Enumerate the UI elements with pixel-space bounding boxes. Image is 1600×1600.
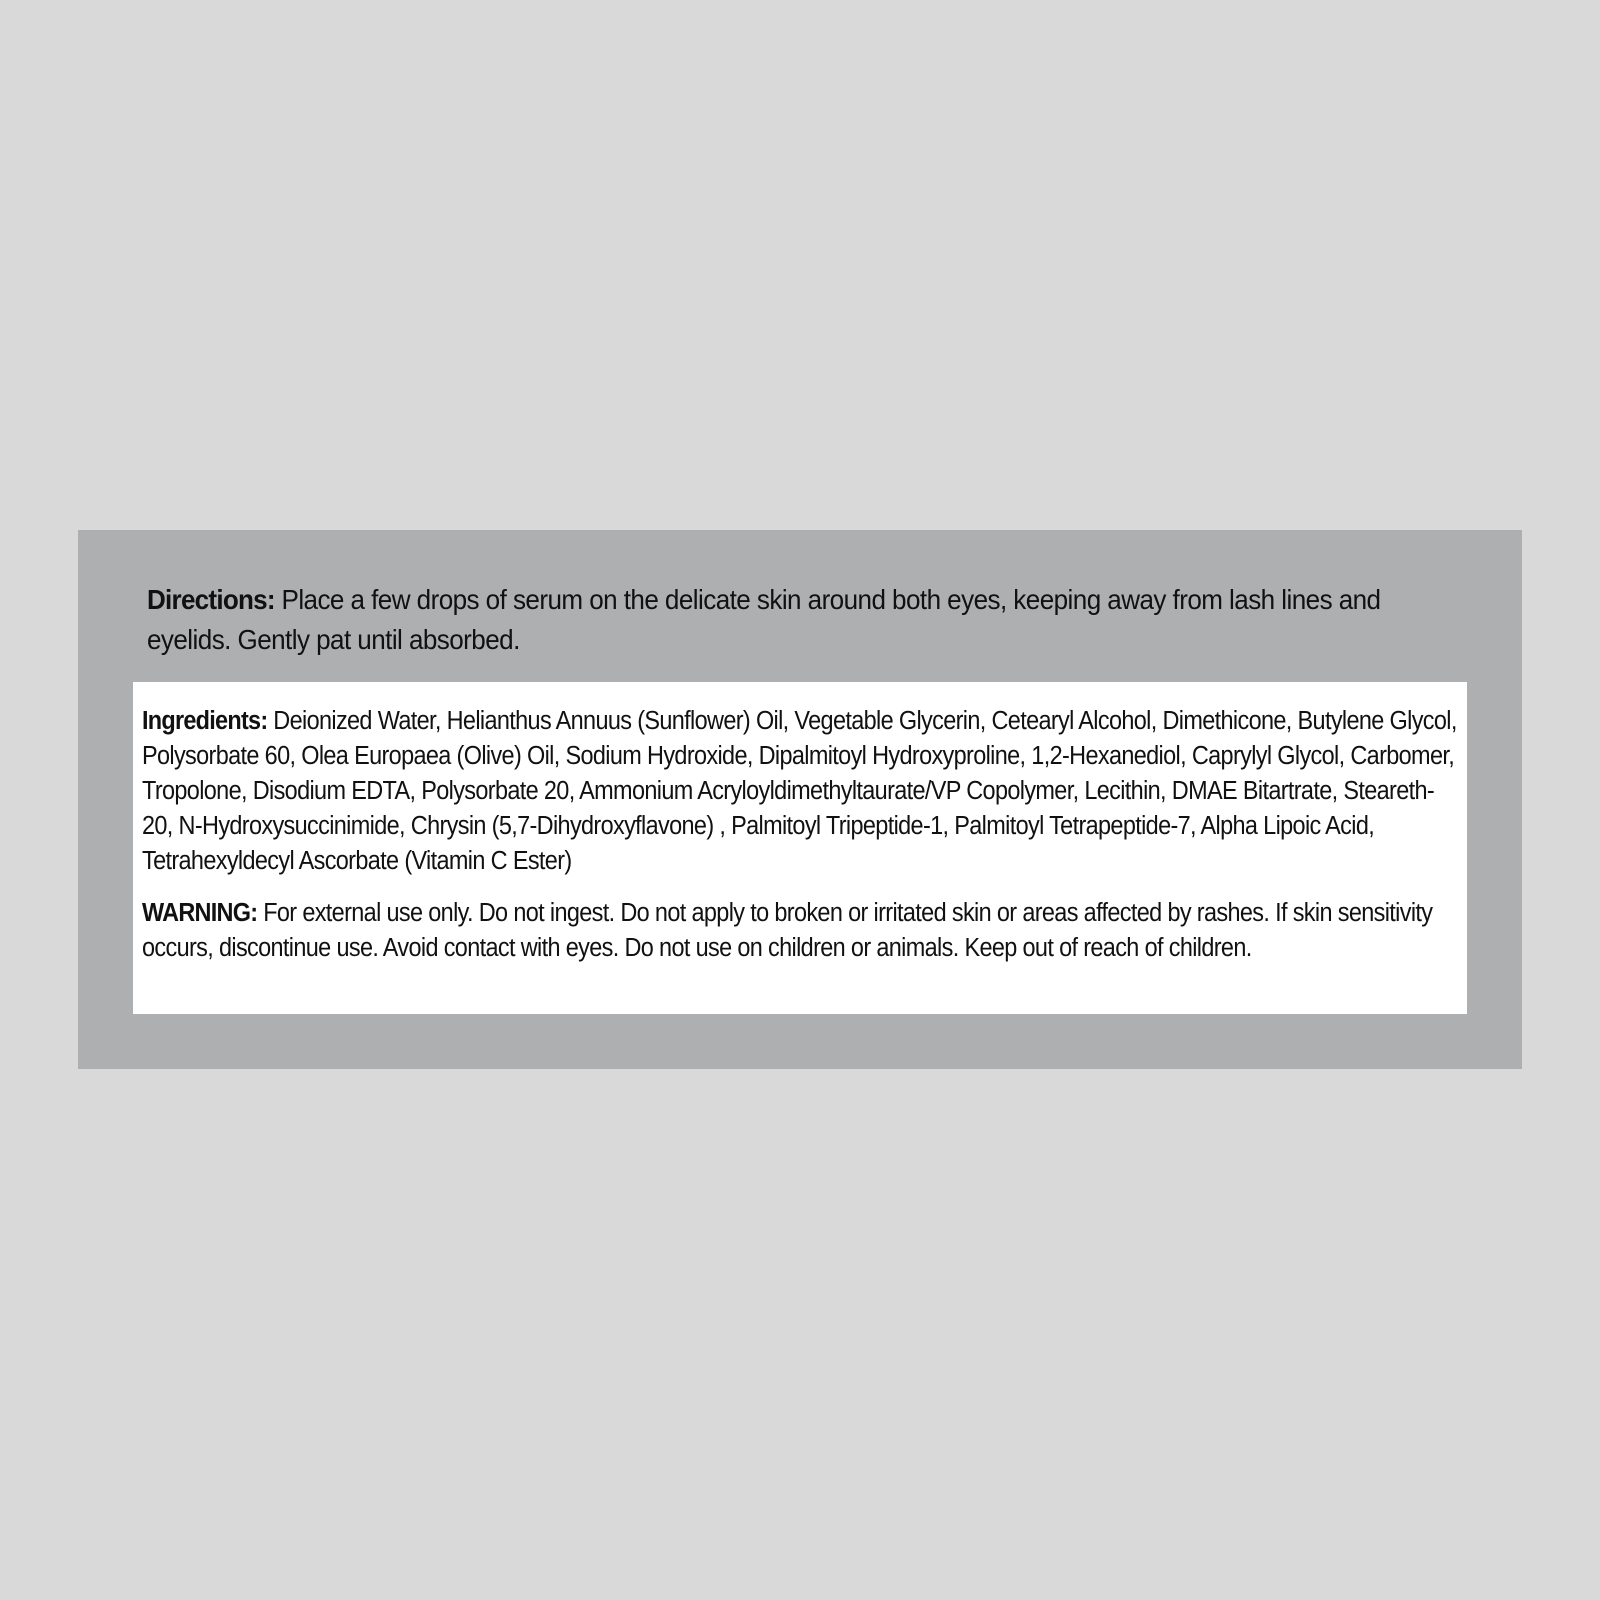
directions-body: Place a few drops of serum on the delicate skin around both eyes, keeping away from lash lines and eyelids. Gently pat until absorbed. — [147, 584, 1381, 655]
ingredients-list: Deionized Water, Helianthus Annuus (Sunflower) Oil, Vegetable Glycerin, Cetearyl Alcohol, Dimethicone, Butylene Glycol, Polysorbate 60, Olea Europaea (Olive) Oil, Sodium Hydroxide, Dipalmitoyl Hydroxyproline, 1,2-Hexanediol, Caprylyl Glycol, Carbomer, Tropolone, Disodium EDTA, Polysorbate 20, Ammonium Acryloyldimethyltaurate/VP Copolymer, Lecithin, DMAE Bitartrate, Steareth-20, N-Hydroxysuccinimide, Chrysin (5,7-Dihydroxyflavone) , Palmitoyl Tripeptide-1, Palmitoyl Tetrapeptide-7, Alpha Lipoic Acid, Tetrahexyldecyl Ascorbate (Vitamin C Ester) — [142, 707, 1457, 875]
directions-label: Directions: — [147, 584, 275, 615]
ingredients-label: Ingredients: — [142, 707, 268, 735]
warning-label: WARNING: — [142, 899, 258, 927]
warning-body: For external use only. Do not ingest. Do not apply to broken or irritated skin or areas affected by rashes. If skin sensitivity occurs, discontinue use. Avoid contact with eyes. Do not use on children or animals. Keep out of reach of children. — [142, 899, 1433, 962]
label-panel — [78, 530, 1522, 1069]
ingredients-text — [142, 704, 1458, 879]
ingredients-box — [133, 682, 1467, 1014]
directions-text — [147, 580, 1447, 660]
warning-text — [142, 896, 1458, 966]
